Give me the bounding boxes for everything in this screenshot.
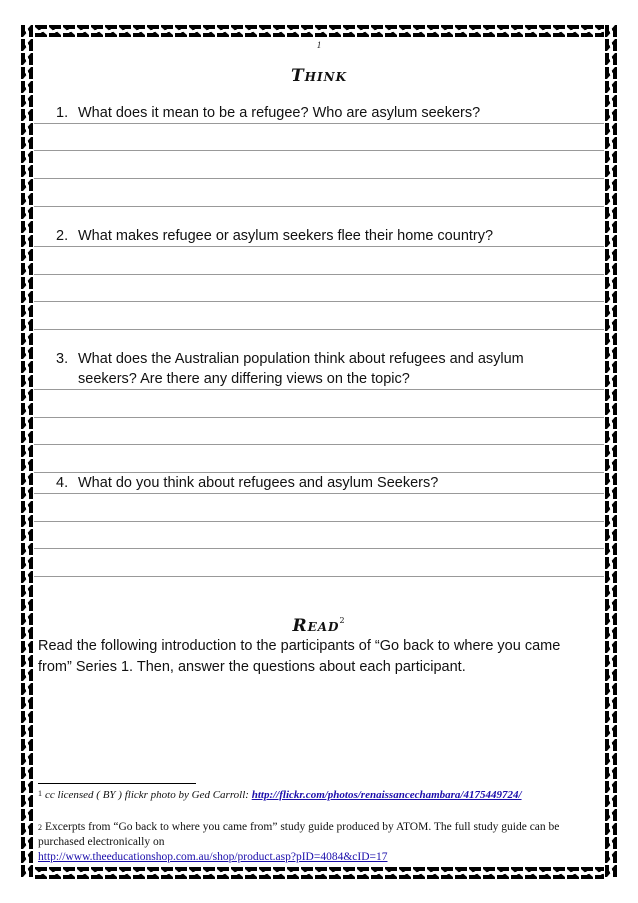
question-text: What makes refugee or asylum seekers flee their home country?	[78, 228, 494, 244]
answer-line	[34, 417, 604, 418]
decorative-border-left	[20, 24, 34, 880]
read-intro: Read the following introduction to the participants of “Go back to where you came from” Series 1. Then, answer the questions about each participant.	[38, 638, 561, 675]
answer-line	[34, 389, 604, 390]
footnote-1	[38, 789, 522, 801]
answer-line	[34, 301, 604, 302]
answer-line	[34, 246, 604, 247]
answer-line	[34, 123, 604, 124]
read-heading	[34, 616, 604, 636]
question-text: What do you think about refugees and asylum Seekers?	[78, 475, 439, 491]
footnote-link[interactable]: http://www.theeducationshop.com.au/shop/product.asp?pID=4084&cID=17	[38, 851, 388, 863]
question-number: 3.	[56, 351, 69, 367]
answer-line	[34, 274, 604, 275]
footnote-2	[38, 820, 598, 865]
footnote-text: cc licensed ( BY ) flickr photo by Ged Carroll:	[45, 789, 252, 801]
answer-line	[34, 548, 604, 549]
answer-line	[34, 329, 604, 330]
answer-line	[34, 493, 604, 494]
footnote-divider	[38, 783, 196, 784]
answer-line	[34, 444, 604, 445]
think-heading: Think	[291, 66, 347, 86]
answer-line	[34, 150, 604, 151]
decorative-border-right	[604, 24, 618, 880]
answer-line	[34, 576, 604, 577]
footnote-text: Excerpts from “Go back to where you came from” study guide produced by ATOM. The full study guide can be purchased electronically on	[38, 821, 560, 848]
decorative-border-bottom	[20, 866, 618, 880]
footnote-marker: 1	[38, 789, 42, 798]
decorative-border-top	[20, 24, 618, 38]
question-text: What does it mean to be a refugee? Who are asylum seekers?	[78, 105, 481, 121]
page-content	[34, 38, 604, 866]
question-number: 1.	[56, 105, 69, 121]
question-number: 2.	[56, 228, 69, 244]
read-heading-text: Read	[292, 616, 340, 636]
page-number: 1	[316, 40, 322, 50]
footnote-marker: 2	[38, 823, 42, 832]
footnote-link[interactable]: http://flickr.com/photos/renaissancechambara/4175449724/	[251, 789, 522, 801]
footnote-ref: 2	[339, 616, 346, 625]
question-text: What does the Australian population think about refugees and asylum seekers? Are there any differing views on the topic?	[78, 351, 524, 387]
answer-line	[34, 206, 604, 207]
answer-line	[34, 178, 604, 179]
answer-line	[34, 521, 604, 522]
question-number: 4.	[56, 475, 69, 491]
